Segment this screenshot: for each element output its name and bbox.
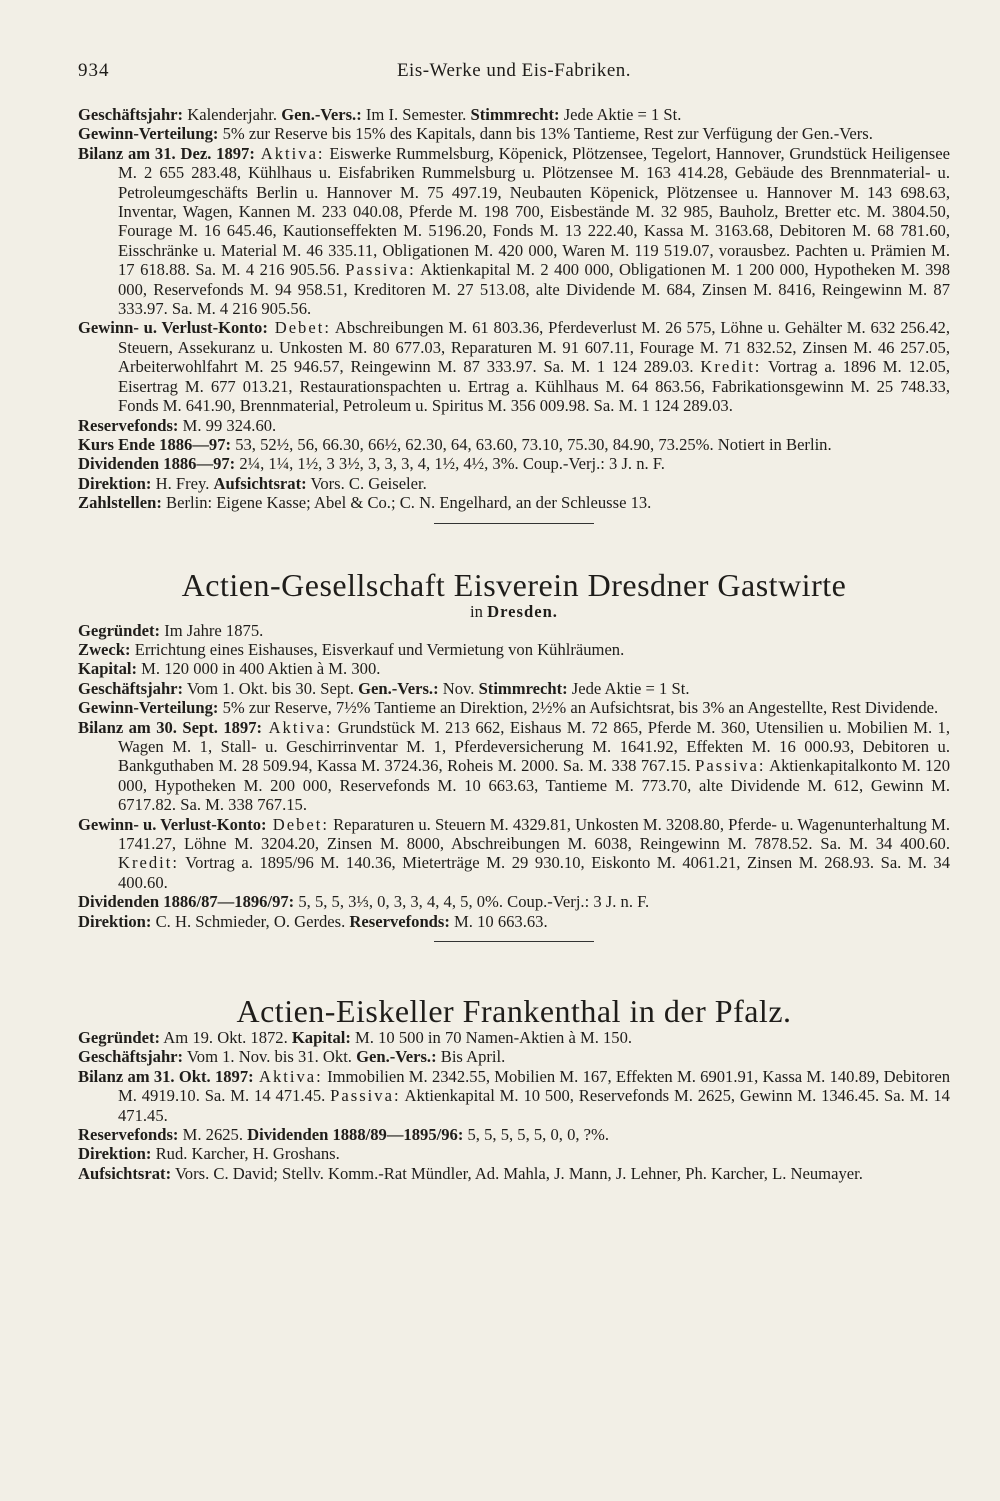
text: Abschreibungen M. 61 803.36, Pferdeverlust M. 26 575, Löhne u. Gehälter M. 632 256.42, Steuern, Assekuranz u. Unkosten M. 80 677.03, Reparaturen M. 91 607.11, Fourage M. 71 832.52, Zinsen M. 46 257.05, Arbeiterwohlfahrt M. 25 946.57, Reingewinn M. 87 333.97. Sa. M. 1 124 289.03. <box>118 318 950 377</box>
text: Im I. Semester. <box>361 105 471 124</box>
page-header <box>78 60 950 84</box>
label: Geschäftsjahr: <box>78 105 184 124</box>
page-body <box>78 105 950 1183</box>
section-eiskeller-frankenthal <box>78 994 950 1183</box>
label: Zahlstellen: <box>78 493 162 513</box>
label-aktiva: Aktiva: <box>253 1066 323 1086</box>
label-aktiva: Aktiva: <box>254 143 325 163</box>
entry-reservefonds-dividenden <box>78 1125 950 1144</box>
label: Gewinn-Verteilung: <box>78 698 219 718</box>
running-title: Eis-Werke und Eis-Fabriken. <box>396 60 632 81</box>
text: Immobilien M. 2342.55, Mobilien M. 167, Effekten M. 6901.91, Kassa M. 140.89, Debitoren M. 4919.10. Sa. M. 14 471.45. <box>118 1066 950 1106</box>
label: Kapital: <box>291 1028 351 1048</box>
entry-dividenden <box>78 454 950 473</box>
entry-aufsichtsrat <box>78 1164 950 1183</box>
label: Gewinn- u. Verlust-Konto: <box>78 814 267 834</box>
label: Gen.-Vers.: <box>356 1047 437 1067</box>
entry-kapital <box>78 659 950 678</box>
section-divider <box>434 523 594 524</box>
text: M. 99 324.60. <box>178 415 277 435</box>
label: Geschäftsjahr: <box>78 678 184 698</box>
entry-gegruendet <box>78 621 950 640</box>
section-eisverein-dresden <box>78 568 950 943</box>
text: Reparaturen u. Steuern M. 4329.81, Unkosten M. 3208.80, Pferde- u. Wagenunterhaltung M. 1741.27, Löhne M. 3204.20, Zinsen M. 8000, Abschreibungen M. 6038, Reingewinn M. 7878.52. Sa. M. 34 400.60. <box>118 814 950 853</box>
label-debet: Debet: <box>267 318 331 338</box>
label-aktiva: Aktiva: <box>262 717 333 737</box>
label-debet: Debet: <box>266 814 329 834</box>
text: 5, 5, 5, 3⅓, 0, 3, 3, 4, 4, 5, 0%. Coup.-Verj.: 3 J. n. F. <box>294 892 650 912</box>
entry-kurs <box>78 435 950 454</box>
text: Vortrag a. 1896 M. 12.05, Eisertrag M. 677 013.21, Restaurationspachten u. Ertrag a. Kühlhaus M. 64 863.56, Fabrikationsgewinn M. 25 748.33, Fonds M. 641.90, Brennmaterial, Petroleum u. Spiritus M. 356 009.98. Sa. M. 1 124 289.03. <box>118 357 950 416</box>
location-city: Dresden. <box>487 601 558 621</box>
text: Vom 1. Okt. bis 30. Sept. <box>183 678 359 698</box>
label: Geschäftsjahr: <box>78 1047 184 1067</box>
text: Errichtung eines Eishauses, Eisverkauf und Vermietung von Kühlräumen. <box>130 639 625 659</box>
text: Nov. <box>438 678 479 698</box>
label-kredit: Kredit: <box>118 853 180 873</box>
text: Vors. C. Geiseler. <box>306 473 427 493</box>
label: Kapital: <box>78 659 138 679</box>
text: C. H. Schmieder, O. Gerdes. <box>151 911 350 931</box>
label: Gen.-Vers.: <box>358 678 439 698</box>
label: Bilanz am 31. Okt. 1897: <box>78 1066 254 1086</box>
text: M. 120 000 in 400 Aktien à M. 300. <box>137 659 381 679</box>
entry-zweck <box>78 640 950 659</box>
text: 53, 52½, 56, 66.30, 66½, 62.30, 64, 63.60, 73.10, 75.30, 84.90, 73.25%. Notiert in Berlin. <box>231 434 832 454</box>
label: Aufsichtsrat: <box>213 473 307 493</box>
text: 2¼, 1¼, 1½, 3 3½, 3, 3, 3, 4, 1½, 4½, 3%. Coup.-Verj.: 3 J. n. F. <box>235 454 665 474</box>
label: Gewinn-Verteilung: <box>78 124 219 144</box>
entry-direktion <box>78 1144 950 1163</box>
entry-gegruendet <box>78 1028 950 1047</box>
label: Stimmrecht: <box>478 678 568 698</box>
section-eiswerke-continued <box>78 105 950 524</box>
entry-gewinn-verteilung <box>78 698 950 717</box>
label: Direktion: <box>78 473 152 493</box>
entry-dividenden <box>78 892 950 911</box>
label-kredit: Kredit: <box>700 357 762 377</box>
label-passiva: Passiva: <box>695 756 766 776</box>
text: Aktienkapital M. 10 500, Reservefonds M. 2625, Gewinn M. 1346.45. Sa. M. 14 471.45. <box>118 1086 950 1125</box>
text: Aktienkapitalkonto M. 120 000, Hypotheken M. 200 000, Reservefonds M. 10 663.63, Tantieme M. 773.70, alte Dividende M. 612, Gewinn M. 6717.82. Sa. M. 338 767.15. <box>118 756 950 815</box>
text: Vom 1. Nov. bis 31. Okt. <box>183 1047 357 1067</box>
text: Kalenderjahr. <box>183 105 282 124</box>
text: Grundstück M. 213 662, Eishaus M. 72 865, Pferde M. 360, Utensilien u. Mobilien M. 1, Wagen M. 1, Stall- u. Geschirrinventar M. 1, Pferdeversicherung M. 1641.92, Effekten M. 16 000.93, Debitoren u. Bankguthaben M. 28 509.94, Kassa M. 3724.36, Roheis M. 2000. Sa. M. 338 767.15. <box>118 717 950 776</box>
text: 5% zur Reserve bis 15% des Kapitals, dann bis 13% Tantieme, Rest zur Verfügung der Gen.-Vers. <box>218 124 873 144</box>
label: Direktion: <box>78 1144 152 1164</box>
entry-bilanz <box>78 144 950 319</box>
text: 5, 5, 5, 5, 5, 0, 0, ?%. <box>463 1125 610 1145</box>
text: 5% zur Reserve, 7½% Tantieme an Direktion, 2½% an Aufsichtsrat, bis 3% an Angestellte, Rest Dividende. <box>218 698 939 718</box>
page-number: 934 <box>78 60 110 81</box>
label: Gewinn- u. Verlust-Konto: <box>78 318 268 338</box>
label-passiva: Passiva: <box>330 1086 401 1106</box>
label: Kurs Ende 1886—97: <box>78 434 232 454</box>
label: Dividenden 1888/89—1895/96: <box>247 1125 464 1145</box>
section-divider <box>434 941 594 942</box>
entry-gewinn-verlust <box>78 815 950 893</box>
text: Jede Aktie = 1 St. <box>559 105 682 124</box>
text: M. 2625. <box>178 1125 248 1145</box>
label: Reservefonds: <box>78 415 179 435</box>
text: Im Jahre 1875. <box>160 620 264 640</box>
label: Bilanz am 30. Sept. 1897: <box>78 717 263 737</box>
label: Gegründet: <box>78 620 161 640</box>
label: Direktion: <box>78 911 152 931</box>
label: Zweck: <box>78 639 131 659</box>
label-passiva: Passiva: <box>345 260 416 280</box>
text: Eiswerke Rummelsburg, Köpenick, Plötzensee, Tegelort, Hannover, Grundstück Heiligensee M. 2 655 283.48, Kühlhaus u. Eisfabriken Rummelsburg u. Plötzensee M. 163 414.28, Gebäude des Brennmaterial- u. Petroleumgeschäfts Berlin u. Hannover M. 75 497.19, Neubauten Köpenick, Plötzensee u. Hannover M. 143 698.63, Inventar, Wagen, Kannen M. 233 040.08, Pferde M. 198 700, Eisbestände M. 32 985, Bauholz, Bretter etc. M. 3804.50, Fourage M. 16 645.46, Kautionseffekten M. 5196.20, Fonds M. 13 222.40, Kassa M. 3163.68, Debitoren M. 68 781.60, Eisschränke u. Material M. 46 335.11, Obligationen M. 420 000, Waren M. 119 519.07, vorausbez. Pachten u. Prämien M. 17 618.88. Sa. M. 4 216 905.56. <box>118 143 950 280</box>
label: Stimmrecht: <box>470 105 560 124</box>
company-location <box>78 602 950 621</box>
text: Vortrag a. 1895/96 M. 140.36, Mieterträge M. 29 930.10, Eiskonto M. 4061.21, Zinsen M. 268.93. Sa. M. 34 400.60. <box>118 853 950 892</box>
entry-zahlstellen <box>78 493 950 512</box>
entry-gewinn-verlust <box>78 318 950 415</box>
entry-bilanz <box>78 1067 950 1125</box>
label: Gegründet: <box>78 1028 161 1048</box>
text: M. 10 500 in 70 Namen-Aktien à M. 150. <box>350 1028 633 1048</box>
label: Aufsichtsrat: <box>78 1163 172 1183</box>
label: Dividenden 1886/87—1896/97: <box>78 892 295 912</box>
label: Bilanz am 31. Dez. 1897: <box>78 143 255 163</box>
entry-geschaeftsjahr <box>78 105 950 124</box>
entry-reservefonds <box>78 416 950 435</box>
text: Jede Aktie = 1 St. <box>567 678 690 698</box>
entry-bilanz <box>78 718 950 815</box>
text: H. Frey. <box>151 473 214 493</box>
company-title: Actien-Eiskeller Frankenthal in der Pfalz. <box>236 993 792 1030</box>
text: Aktienkapital M. 2 400 000, Obligationen M. 1 200 000, Hypotheken M. 398 000, Reservefonds M. 94 958.51, Kreditoren M. 27 513.08, alte Dividende M. 684, Zinsen M. 8416, Reingewinn M. 87 333.97. Sa. M. 4 216 905.56. <box>118 260 950 319</box>
label: Dividenden 1886—97: <box>78 454 236 474</box>
label: Reservefonds: <box>349 911 450 931</box>
text: Vors. C. David; Stellv. Komm.-Rat Mündler, Ad. Mahla, J. Mann, J. Lehner, Ph. Karcher, L. Neumayer. <box>171 1163 863 1183</box>
text: Berlin: Eigene Kasse; Abel & Co.; C. N. Engelhard, an der Schleusse 13. <box>161 493 652 513</box>
text: M. 10 663.63. <box>449 911 548 931</box>
text: Rud. Karcher, H. Groshans. <box>151 1144 340 1164</box>
entry-gewinn-verteilung <box>78 124 950 143</box>
text: Bis April. <box>436 1047 506 1067</box>
company-title: Actien-Gesellschaft Eisverein Dresdner Gastwirte <box>181 566 847 603</box>
entry-direktion <box>78 912 950 931</box>
entry-geschaeftsjahr <box>78 1047 950 1066</box>
location-prefix: in <box>470 601 488 621</box>
label: Gen.-Vers.: <box>281 105 362 124</box>
label: Reservefonds: <box>78 1125 179 1145</box>
text: Am 19. Okt. 1872. <box>160 1028 292 1048</box>
entry-geschaeftsjahr <box>78 679 950 698</box>
entry-direktion <box>78 474 950 493</box>
